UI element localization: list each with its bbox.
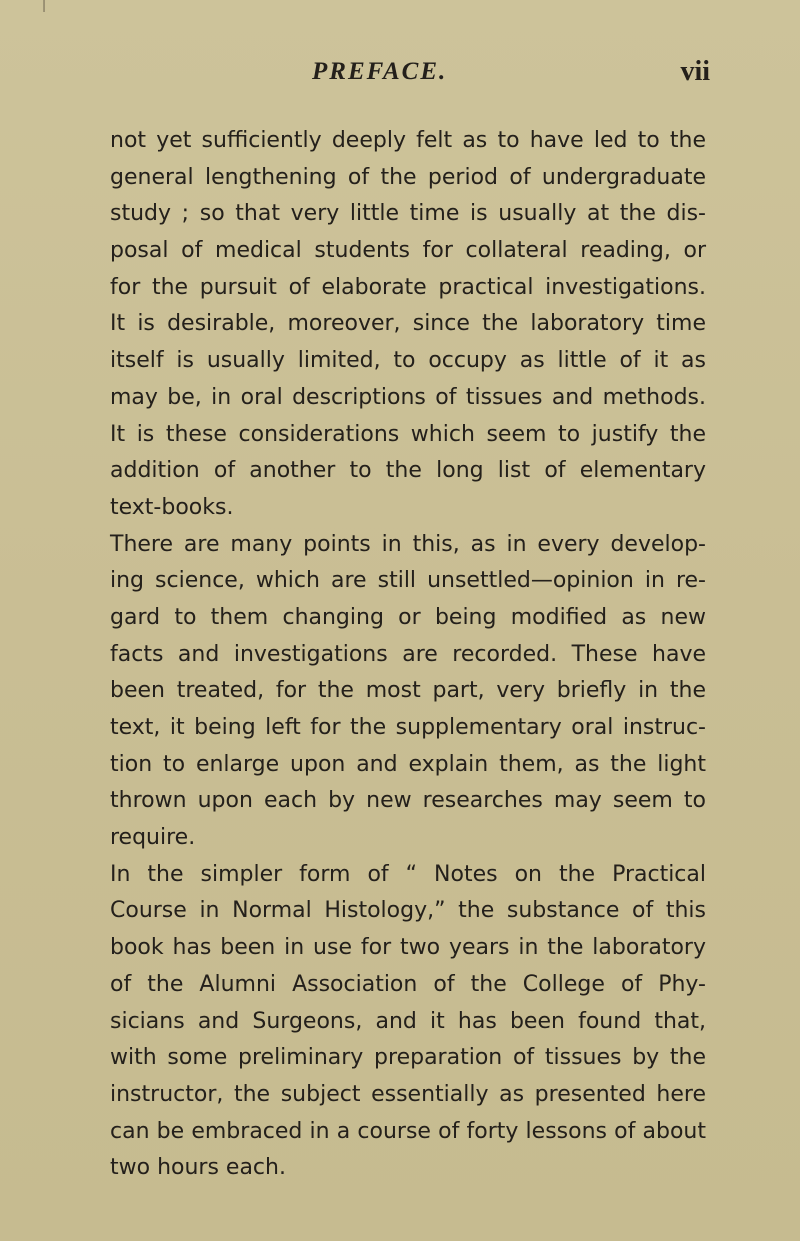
running-head — [110, 58, 710, 98]
text-line: not yet sufficiently deeply felt as to have led to the — [110, 128, 706, 153]
text-line: addition of another to the long list of elementary — [110, 458, 706, 484]
text-line: require. — [110, 825, 196, 851]
text-line: In the simpler form of “ Notes on the Practical — [110, 861, 706, 887]
page-number: vii — [680, 56, 710, 87]
text-line: with some preliminary preparation of tissues by the — [110, 1045, 706, 1071]
text-line: tion to enlarge upon and explain them, as the light — [110, 751, 706, 777]
text-line: for the pursuit of elaborate practical investigations. — [110, 274, 706, 300]
text-line: been treated, for the most part, very briefly in the — [110, 678, 706, 704]
text-line: posal of medical students for collateral reading, or — [110, 238, 706, 264]
text-line: itself is usually limited, to occupy as little of it as — [110, 348, 706, 374]
text-line: text-books. — [110, 494, 234, 520]
text-line: study ; so that very little time is usually at the dis- — [110, 201, 706, 227]
text-line: Course in Normal Histology,” the substance of this — [110, 898, 706, 924]
text-line: sicians and Surgeons, and it has been found that, — [110, 1008, 706, 1034]
text-line: general lengthening of the period of undergraduate — [110, 164, 706, 190]
text-line: of the Alumni Association of the College of Phy- — [110, 971, 706, 997]
text-line: ing science, which are still unsettled—opinion in re- — [110, 568, 706, 594]
text-line: It is these considerations which seem to justify the — [110, 421, 706, 447]
running-head-title: PREFACE. — [312, 58, 448, 85]
text-line: book has been in use for two years in the laboratory — [110, 935, 706, 961]
text-line: There are many points in this, as in every develop- — [110, 531, 706, 557]
text-line: instructor, the subject essentially as presented here — [110, 1081, 706, 1107]
text-line: two hours each. — [110, 1155, 286, 1181]
text-line: facts and investigations are recorded. These have — [110, 641, 706, 667]
text-line: text, it being left for the supplementary oral instruc- — [110, 715, 706, 740]
text-line: It is desirable, moreover, since the laboratory time — [110, 311, 706, 337]
print-speck: | — [42, 0, 47, 12]
text-line: gard to them changing or being modified as new — [110, 604, 706, 630]
text-line: may be, in oral descriptions of tissues and methods. — [110, 384, 706, 410]
body-text — [110, 123, 706, 1187]
text-line: thrown upon each by new researches may seem to — [110, 788, 706, 814]
text-line: can be embraced in a course of forty lessons of about — [110, 1118, 706, 1144]
